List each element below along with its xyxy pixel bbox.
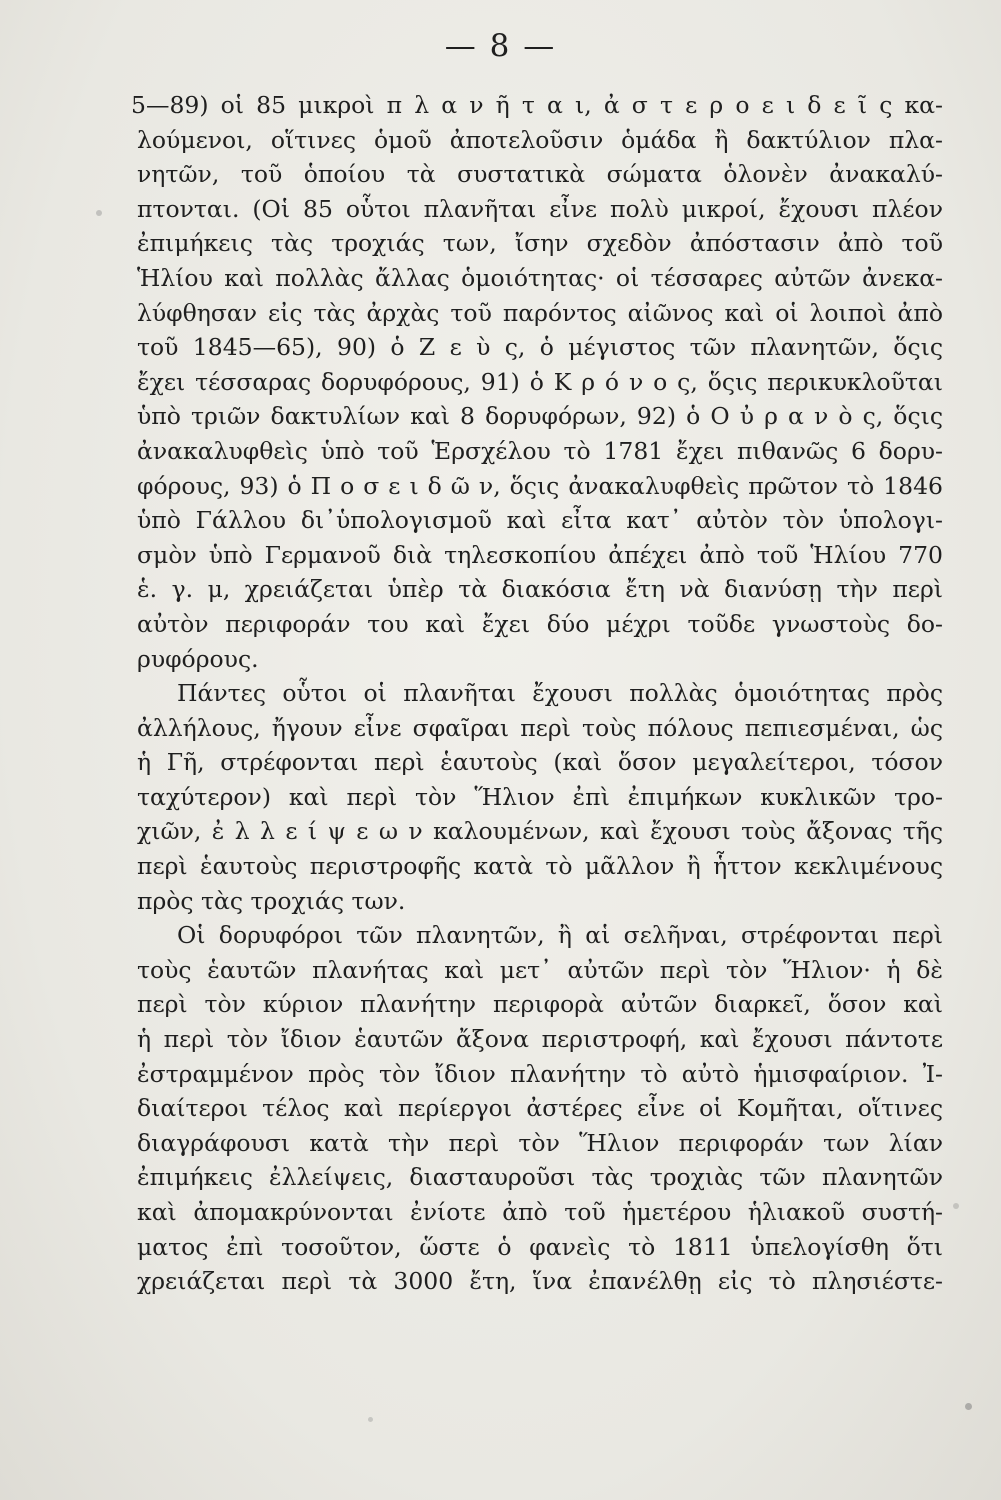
text-line: ὑπὸ τριῶν δακτυλίων καὶ 8 δορυφόρων, 92) ὁ Ο ὐ ρ α ν ὸ ς, ὅςις [137,402,943,431]
text-line: σμὸν ὑπὸ Γερμανοῦ διὰ τηλεσκοπίου ἀπέχει ἀπὸ τοῦ Ἡλίου 770 [137,540,943,569]
text-line: ἐπιμήκεις τὰς τροχιάς των, ἴσην σχεδὸν ἀπόστασιν ἀπὸ τοῦ [137,229,943,258]
text-line: διαίτεροι τέλος καὶ περίεργοι ἀστέρες εἶνε οἱ Κομῆται, οἵτινες [137,1094,943,1123]
body-text [131,88,943,1299]
paper-speck [368,1417,373,1422]
text-line: ἔχει τέσσαρας δορυφόρους, 91) ὁ Κ ρ ό ν ο ς, ὅςις περικυκλοῦται [137,367,943,396]
text-line: φόρους, 93) ὁ Π ο σ ε ι δ ῶ ν, ὅςις ἀνακαλυφθεὶς πρῶτον τὸ 1846 [137,471,943,500]
text-line: χρειάζεται περὶ τὰ 3000 ἔτη, ἵνα ἐπανέλθῃ εἰς τὸ πλησιέστε- [137,1267,943,1296]
text-line: Ἡλίου καὶ πολλὰς ἄλλας ὁμοιότητας· οἱ τέσσαρες αὐτῶν ἀνεκα- [137,263,943,292]
text-line: αὐτὸν περιφοράν του καὶ ἔχει δύο μέχρι τοῦδε γνωστοὺς δο- [137,609,943,638]
text-line: ἡ περὶ τὸν ἴδιον ἑαυτῶν ἄξονα περιστροφή, καὶ ἔχουσι πάντοτε [137,1025,943,1054]
text-line: καὶ ἀπομακρύνονται ἐνίοτε ἀπὸ τοῦ ἡμετέρου ἡλιακοῦ συστή- [137,1198,943,1226]
text-line: ἀνακαλυφθεὶς ὑπὸ τοῦ Ἑρσχέλου τὸ 1781 ἔχει πιθανῶς 6 δορυ- [137,436,943,465]
text-line: ἑ. γ. μ, χρειάζεται ὑπὲρ τὰ διακόσια ἔτη νὰ διανύσῃ τὴν περὶ [137,575,943,604]
text-line: Οἱ δορυφόροι τῶν πλανητῶν, ἢ αἱ σελῆναι, στρέφονται περὶ [177,921,943,950]
text-line: λύφθησαν εἰς τὰς ἀρχὰς τοῦ παρόντος αἰῶνος καὶ οἱ λοιποὶ ἀπὸ [137,298,943,327]
text-line: ἡ Γῆ, στρέφονται περὶ ἑαυτοὺς (καὶ ὅσον μεγαλείτεροι, τόσον [137,748,943,777]
text-line: περὶ ἑαυτοὺς περιστροφῆς κατὰ τὸ μᾶλλον ἢ ἧττον κεκλιμένους [137,852,943,881]
text-line: ἐπιμήκεις ἐλλείψεις, διασταυροῦσι τὰς τροχιὰς τῶν πλανητῶν [137,1163,943,1192]
text-line: 5—89) οἱ 85 μικροὶ π λ α ν ῆ τ α ι, ἀ σ τ ε ρ ο ε ι δ ε ῖ ς κα- [131,91,943,119]
paper-speck [953,1203,959,1209]
text-line: περὶ τὸν κύριον πλανήτην περιφορὰ αὐτῶν διαρκεῖ, ὅσον καὶ [137,990,943,1019]
text-line: λούμενοι, οἵτινες ὁμοῦ ἀποτελοῦσιν ὁμάδα ἢ δακτύλιον πλα- [137,125,943,154]
text-line: ταχύτερον) καὶ περὶ τὸν Ἥλιον ἐπὶ ἐπιμήκων κυκλικῶν τρο- [137,782,943,811]
text-line: διαγράφουσι κατὰ τὴν περὶ τὸν Ἥλιον περιφοράν των λίαν [137,1128,943,1157]
page-number: — 8 — [444,28,557,64]
text-line: τοὺς ἑαυτῶν πλανήτας καὶ μετ᾽ αὐτῶν περὶ τὸν Ἥλιον· ἡ δὲ [137,955,943,984]
text-line: ματος ἐπὶ τοσοῦτον, ὥστε ὁ φανεὶς τὸ 1811 ὑπελογίσθη ὅτι [137,1232,943,1261]
paper-speck [96,210,102,216]
text-line: ὑπὸ Γάλλου δι᾽ὑπολογισμοῦ καὶ εἶτα κατ᾽ αὐτὸν τὸν ὑπολογι- [137,506,943,535]
text-line: ἀλλήλους, ἤγουν εἶνε σφαῖραι περὶ τοὺς πόλους πεπιεσμέναι, ὡς [137,713,943,742]
text-line: νητῶν, τοῦ ὁποίου τὰ συστατικὰ σώματα ὁλονὲν ἀνακαλύ- [137,160,943,189]
text-line: ρυφόρους. [137,644,259,673]
text-line: τοῦ 1845—65), 90) ὁ Ζ ε ὺ ς, ὁ μέγιστος τῶν πλανητῶν, ὅςις [137,333,943,362]
text-line: πτονται. (Οἱ 85 οὗτοι πλανῆται εἶνε πολὺ μικροί, ἔχουσι πλέον [137,194,943,223]
paper-speck [965,1403,972,1410]
text-line: πρὸς τὰς τροχιάς των. [137,886,406,915]
text-line: χιῶν, ἐ λ λ ε ί ψ ε ω ν καλουμένων, καὶ ἔχουσι τοὺς ἄξονας τῆς [137,817,943,846]
text-line: ἐστραμμένον πρὸς τὸν ἴδιον πλανήτην τὸ αὐτὸ ἡμισφαίριον. Ἰ- [137,1059,943,1088]
text-line: Πάντες οὗτοι οἱ πλανῆται ἔχουσι πολλὰς ὁμοιότητας πρὸς [177,679,943,708]
